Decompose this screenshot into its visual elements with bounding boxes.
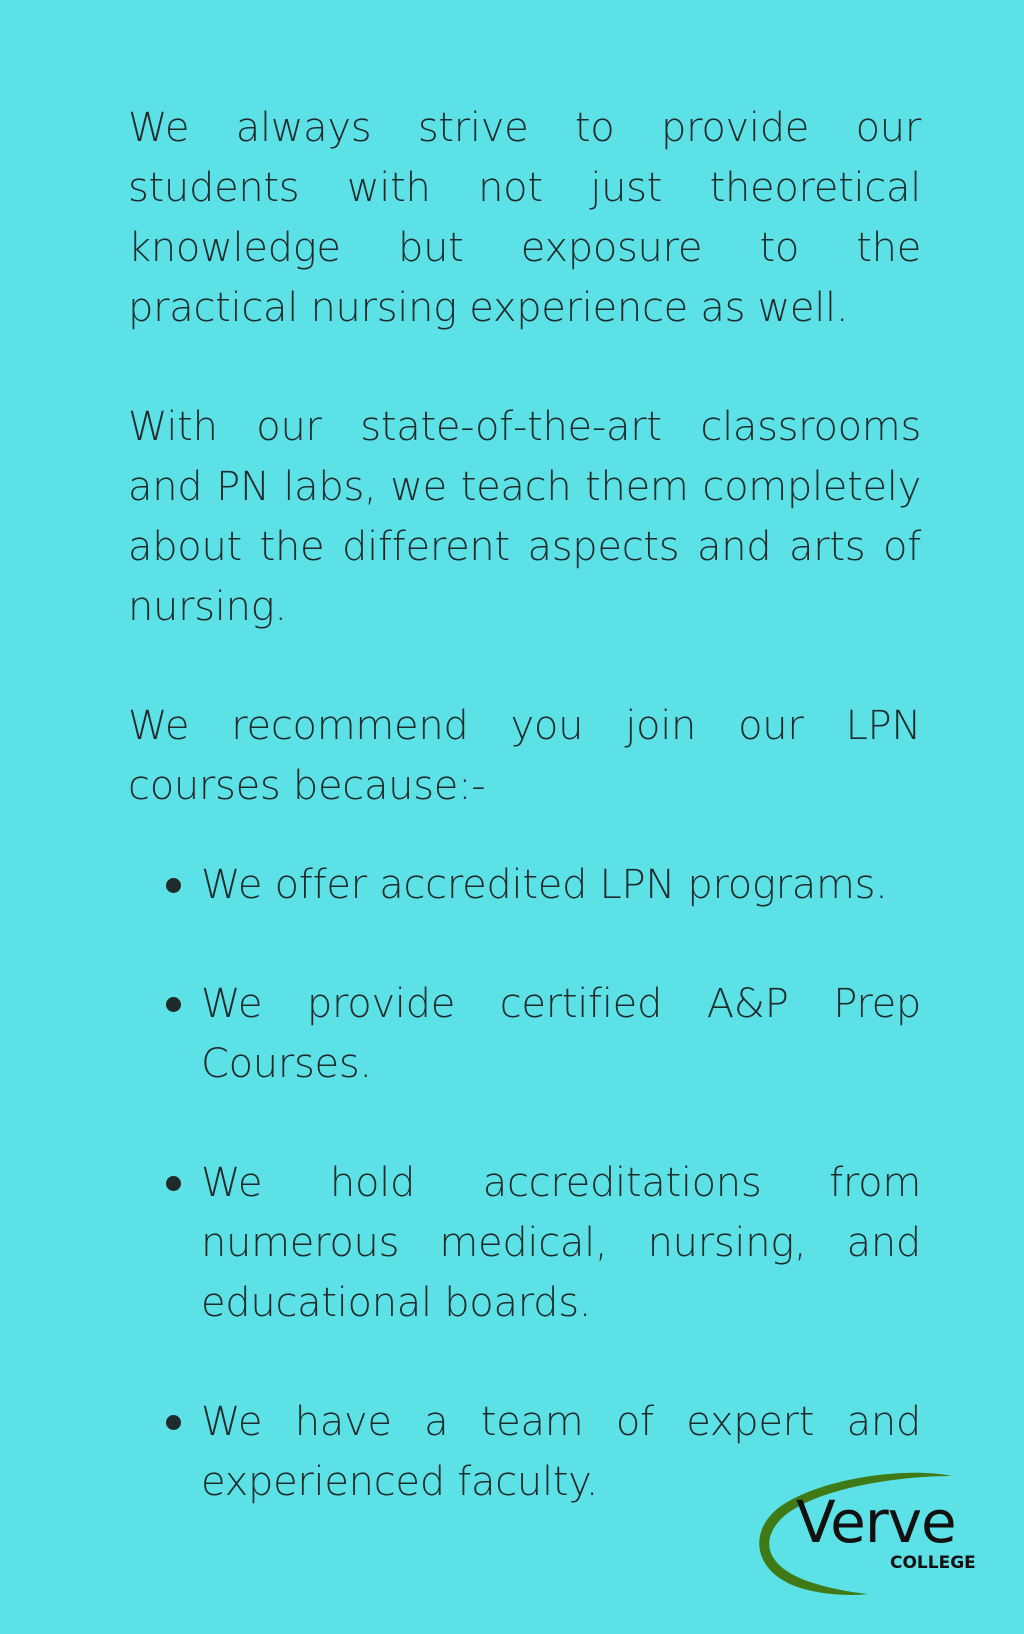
list-item-text: We have a team of expert and experienced faculty. <box>201 1399 921 1505</box>
intro-paragraph: We always strive to provide our students with not just theoretical knowledge but exposure to the practical nursing experience as well. <box>128 105 921 331</box>
bullet-icon <box>166 997 181 1012</box>
bullet-icon <box>166 1415 181 1430</box>
facilities-paragraph: With our state-of-the-art classrooms and PN labs, we teach them completely about the different aspects and arts of nursing. <box>128 404 921 630</box>
bullet-icon <box>166 878 181 893</box>
logo-name: Verve <box>796 1488 956 1556</box>
verve-college-logo <box>752 1470 978 1600</box>
list-item <box>128 855 921 915</box>
bullet-icon <box>166 1176 181 1191</box>
list-item-text: We provide certified A&P Prep Courses. <box>201 981 921 1087</box>
logo-sub: COLLEGE <box>890 1553 976 1573</box>
list-item <box>128 1153 921 1333</box>
list-item-text: We hold accreditations from numerous medical, nursing, and educational boards. <box>201 1160 921 1326</box>
list-item-text: We offer accredited LPN programs. <box>201 862 888 908</box>
main-content <box>128 98 921 1571</box>
reasons-list <box>128 855 921 1512</box>
recommendation-paragraph: We recommend you join our LPN courses because:- <box>128 703 921 809</box>
list-item <box>128 974 921 1094</box>
